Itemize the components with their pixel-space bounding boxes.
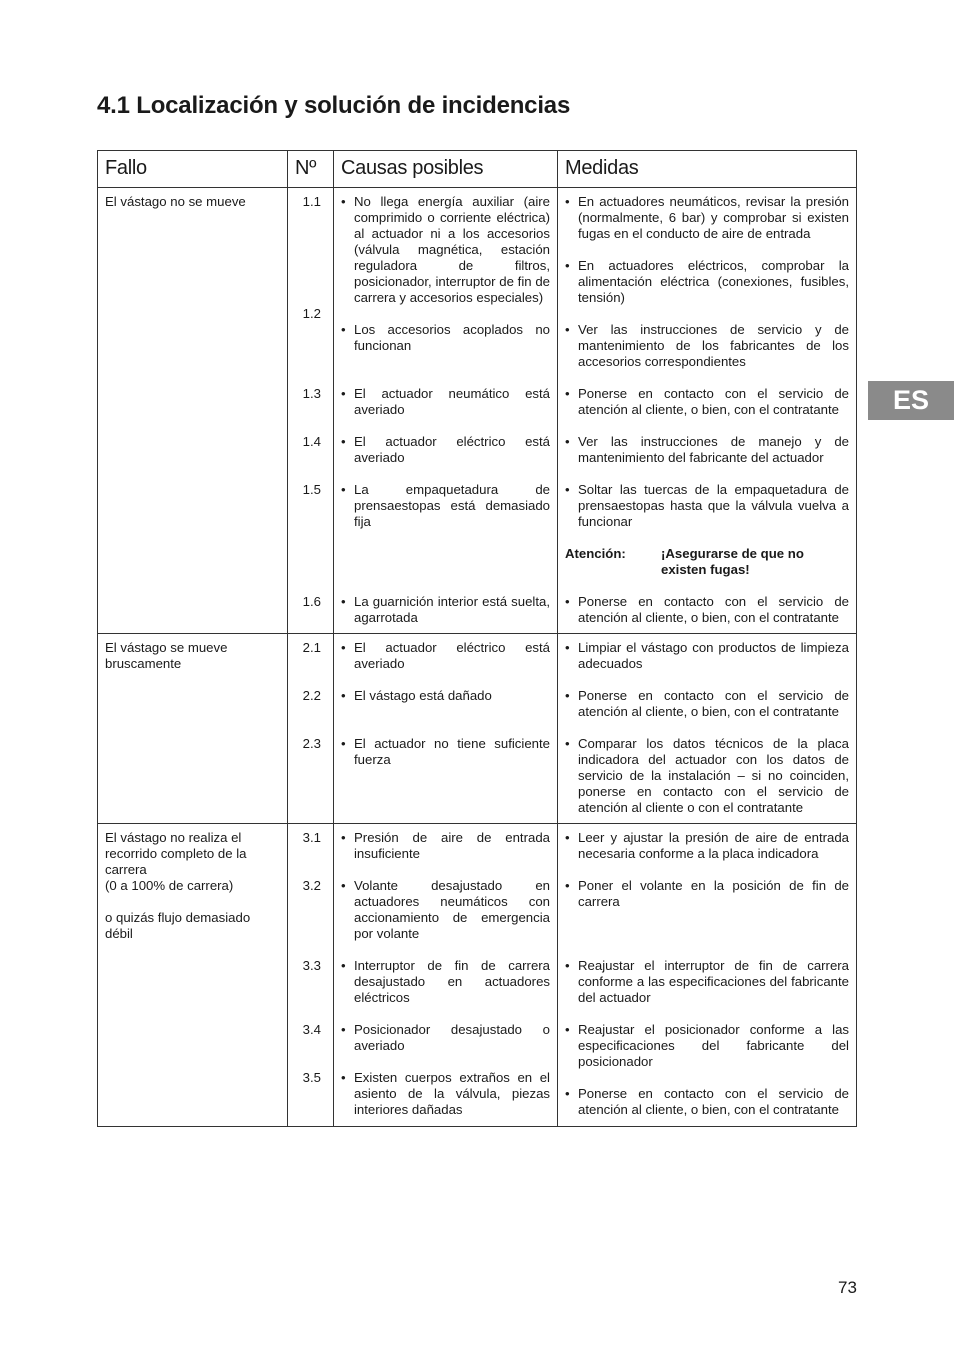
measure-item: • Ponerse en contacto con el servicio de atención al cliente, o bien, con el contratante (565, 688, 849, 719)
header-measures: Medidas (558, 151, 857, 188)
cause-number: 1.1 (302, 194, 321, 209)
cause-number: 3.1 (302, 830, 321, 845)
table-header-row (98, 151, 857, 188)
number-cell (288, 824, 334, 1127)
cause-number: 3.5 (302, 1070, 321, 1085)
cause-item: • Los accesorios acoplados no funcionan (341, 322, 550, 353)
number-cell (288, 188, 334, 634)
causes-cell (334, 634, 558, 824)
measure-item: • Poner el volante en la posición de fin de carrera (565, 878, 849, 909)
measure-item: • Ponerse en contacto con el servicio de atención al cliente, o bien, con el contratante (565, 386, 849, 417)
measure-item: • Reajustar el interruptor de fin de carrera conforme a las especificaciones del fabricante del actuador (565, 958, 849, 1005)
fault-text: El vástago se mueve bruscamente (105, 640, 228, 671)
attention-text: ¡Asegurarse de que no existen fugas! (661, 546, 804, 577)
cause-item: • El actuador no tiene suficiente fuerza (341, 736, 550, 767)
cause-item: • Interruptor de fin de carrera desajustado en actuadores eléctricos (341, 958, 550, 1005)
measure-item: • Limpiar el vástago con productos de limpieza adecuados (565, 640, 849, 671)
table-row (98, 824, 857, 1127)
cause-item: • La empaquetadura de prensaestopas está demasiado fija (341, 482, 550, 529)
page-title: 4.1 Localización y solución de incidencias (97, 92, 571, 119)
header-fault: Fallo (98, 151, 288, 188)
cause-number: 1.4 (302, 434, 321, 449)
troubleshooting-table (97, 150, 857, 1127)
cause-number: 1.2 (302, 306, 321, 321)
header-number: Nº (288, 151, 334, 188)
measure-item: • Ponerse en contacto con el servicio de atención al cliente, o bien, con el contratante (565, 1086, 849, 1117)
fault-text: (0 a 100% de carrera) (105, 878, 234, 893)
measure-item: • Leer y ajustar la presión de aire de entrada necesaria conforme a la placa indicadora (565, 830, 849, 861)
causes-cell (334, 188, 558, 634)
cause-number: 3.3 (302, 958, 321, 973)
table-row (98, 188, 857, 634)
measure-item: • Ver las instrucciones de servicio y de mantenimiento de los fabricantes de los accesorios correspondientes (565, 322, 849, 369)
cause-item: • Volante desajustado en actuadores neumáticos con accionamiento de emergencia por volante (341, 878, 550, 941)
measure-item: • Soltar las tuercas de la empaquetadura de prensaestopas hasta que la válvula vuelva a funcionar (565, 482, 849, 529)
measures-cell (558, 634, 857, 824)
measure-item: • Comparar los datos técnicos de la placa indicadora del actuador con los datos de servicio de la instalación – si no coinciden, ponerse en contacto con el servicio de atención al cliente o con el contratante (565, 736, 849, 815)
header-causes: Causas posibles (334, 151, 558, 188)
cause-number: 1.6 (302, 594, 321, 609)
fault-text: El vástago no realiza el recorrido completo de la carrera (105, 830, 247, 877)
cause-item: • El vástago está dañado (341, 688, 492, 703)
cause-number: 3.2 (302, 878, 321, 893)
language-tab: ES (868, 381, 954, 420)
attention-note (565, 546, 849, 578)
cause-number: 2.3 (302, 736, 321, 751)
cause-item: • Posicionador desajustado o averiado (341, 1022, 550, 1053)
cause-item: • El actuador neumático está averiado (341, 386, 550, 417)
cause-item: • Presión de aire de entrada insuficiente (341, 830, 550, 861)
cause-item: • El actuador eléctrico está averiado (341, 434, 550, 465)
attention-label: Atención: (565, 546, 626, 561)
fault-text: El vástago no se mueve (105, 194, 246, 209)
cause-number: 1.5 (302, 482, 321, 497)
measures-cell (558, 824, 857, 1127)
measures-cell (558, 188, 857, 634)
cause-number: 2.1 (302, 640, 321, 655)
table-row (98, 634, 857, 824)
causes-cell (334, 824, 558, 1127)
cause-number: 1.3 (302, 386, 321, 401)
cause-item: • No llega energía auxiliar (aire comprimido o corriente eléctrica) al actuador ni a los accesorios (válvula magnética, estación reguladora de filtros, posicionador, interruptor de fin de carrera y accesorios especiales) (341, 194, 550, 305)
measure-item: • Ponerse en contacto con el servicio de atención al cliente, o bien, con el contratante (565, 594, 849, 625)
measure-item: • En actuadores eléctricos, comprobar la alimentación eléctrica (conexiones, fusibles, tensión) (565, 258, 849, 305)
page-number: 73 (838, 1278, 857, 1297)
measure-item: • Ver las instrucciones de manejo y de mantenimiento del fabricante del actuador (565, 434, 849, 465)
cause-item: • El actuador eléctrico está averiado (341, 640, 550, 671)
cause-item: • Existen cuerpos extraños en el asiento de la válvula, piezas interiores dañadas (341, 1070, 550, 1117)
measure-item: • En actuadores neumáticos, revisar la presión (normalmente, 6 bar) y comprobar si existen fugas en el conducto de aire de entrada (565, 194, 849, 241)
fault-cell (98, 824, 288, 1127)
measure-item: • Reajustar el posicionador conforme a las especificaciones del fabricante del posicionador (565, 1022, 849, 1069)
fault-cell (98, 634, 288, 824)
number-cell (288, 634, 334, 824)
cause-number: 2.2 (302, 688, 321, 703)
cause-item: • La guarnición interior está suelta, agarrotada (341, 594, 550, 625)
fault-text: o quizás flujo demasiado débil (105, 910, 251, 941)
fault-cell (98, 188, 288, 634)
cause-number: 3.4 (302, 1022, 321, 1037)
